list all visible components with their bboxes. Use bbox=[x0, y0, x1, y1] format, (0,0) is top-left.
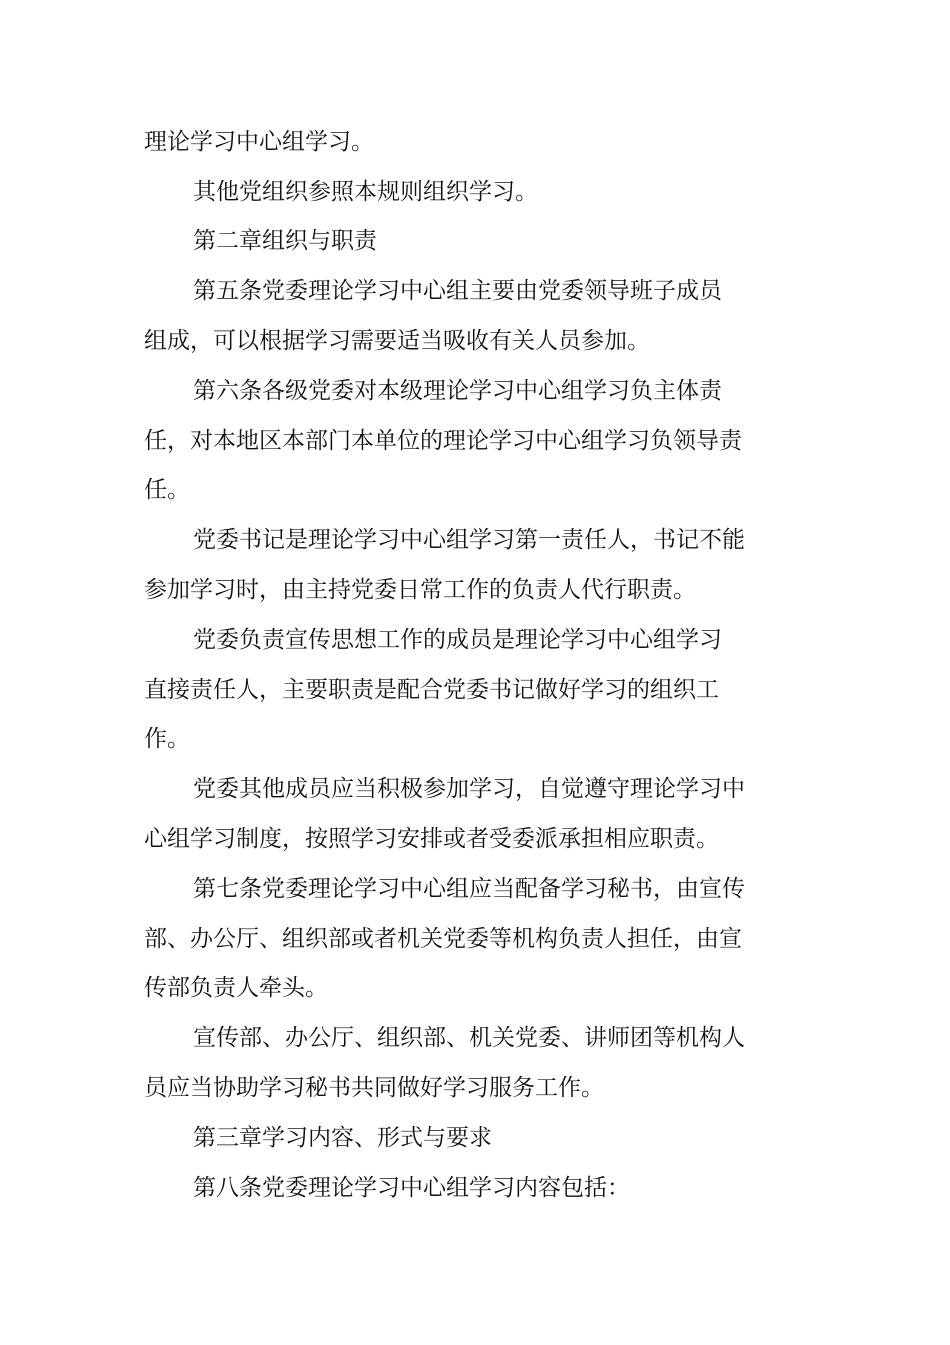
text-line: 第五条党委理论学习中心组主要由党委领导班子成员 bbox=[193, 278, 722, 304]
text-line: 心组学习制度，按照学习安排或者受委派承担相应职责。 bbox=[144, 826, 719, 852]
text-line: 任。 bbox=[144, 477, 190, 503]
text-line: 参加学习时，由主持党委日常工作的负责人代行职责。 bbox=[144, 577, 696, 603]
text-line: 任，对本地区本部门本单位的理论学习中心组学习负领导责 bbox=[144, 428, 742, 454]
text-line: 第八条党委理论学习中心组学习内容包括： bbox=[193, 1175, 630, 1201]
text-line: 第六条各级党委对本级理论学习中心组学习负主体责 bbox=[193, 378, 722, 404]
text-line: 党委书记是理论学习中心组学习第一责任人，书记不能 bbox=[193, 527, 745, 553]
text-line: 理论学习中心组学习。 bbox=[144, 129, 374, 155]
text-line: 部、办公厅、组织部或者机关党委等机构负责人担任，由宣 bbox=[144, 926, 742, 952]
text-line: 传部负责人牵头。 bbox=[144, 975, 328, 1001]
text-line: 作。 bbox=[144, 726, 190, 752]
text-line: 组成，可以根据学习需要适当吸收有关人员参加。 bbox=[144, 328, 650, 354]
text-line: 员应当协助学习秘书共同做好学习服务工作。 bbox=[144, 1075, 604, 1101]
text-line: 其他党组织参照本规则组织学习。 bbox=[193, 179, 538, 205]
text-line: 党委其他成员应当积极参加学习，自觉遵守理论学习中 bbox=[193, 776, 745, 802]
text-line: 宣传部、办公厅、组织部、机关党委、讲师团等机构人 bbox=[193, 1025, 745, 1051]
chapter-heading: 第三章学习内容、形式与要求 bbox=[193, 1125, 492, 1151]
text-line: 直接责任人，主要职责是配合党委书记做好学习的组织工 bbox=[144, 677, 719, 703]
chapter-heading: 第二章组织与职责 bbox=[193, 228, 377, 254]
text-line: 党委负责宣传思想工作的成员是理论学习中心组学习 bbox=[193, 627, 722, 653]
text-line: 第七条党委理论学习中心组应当配备学习秘书，由宣传 bbox=[193, 876, 745, 902]
